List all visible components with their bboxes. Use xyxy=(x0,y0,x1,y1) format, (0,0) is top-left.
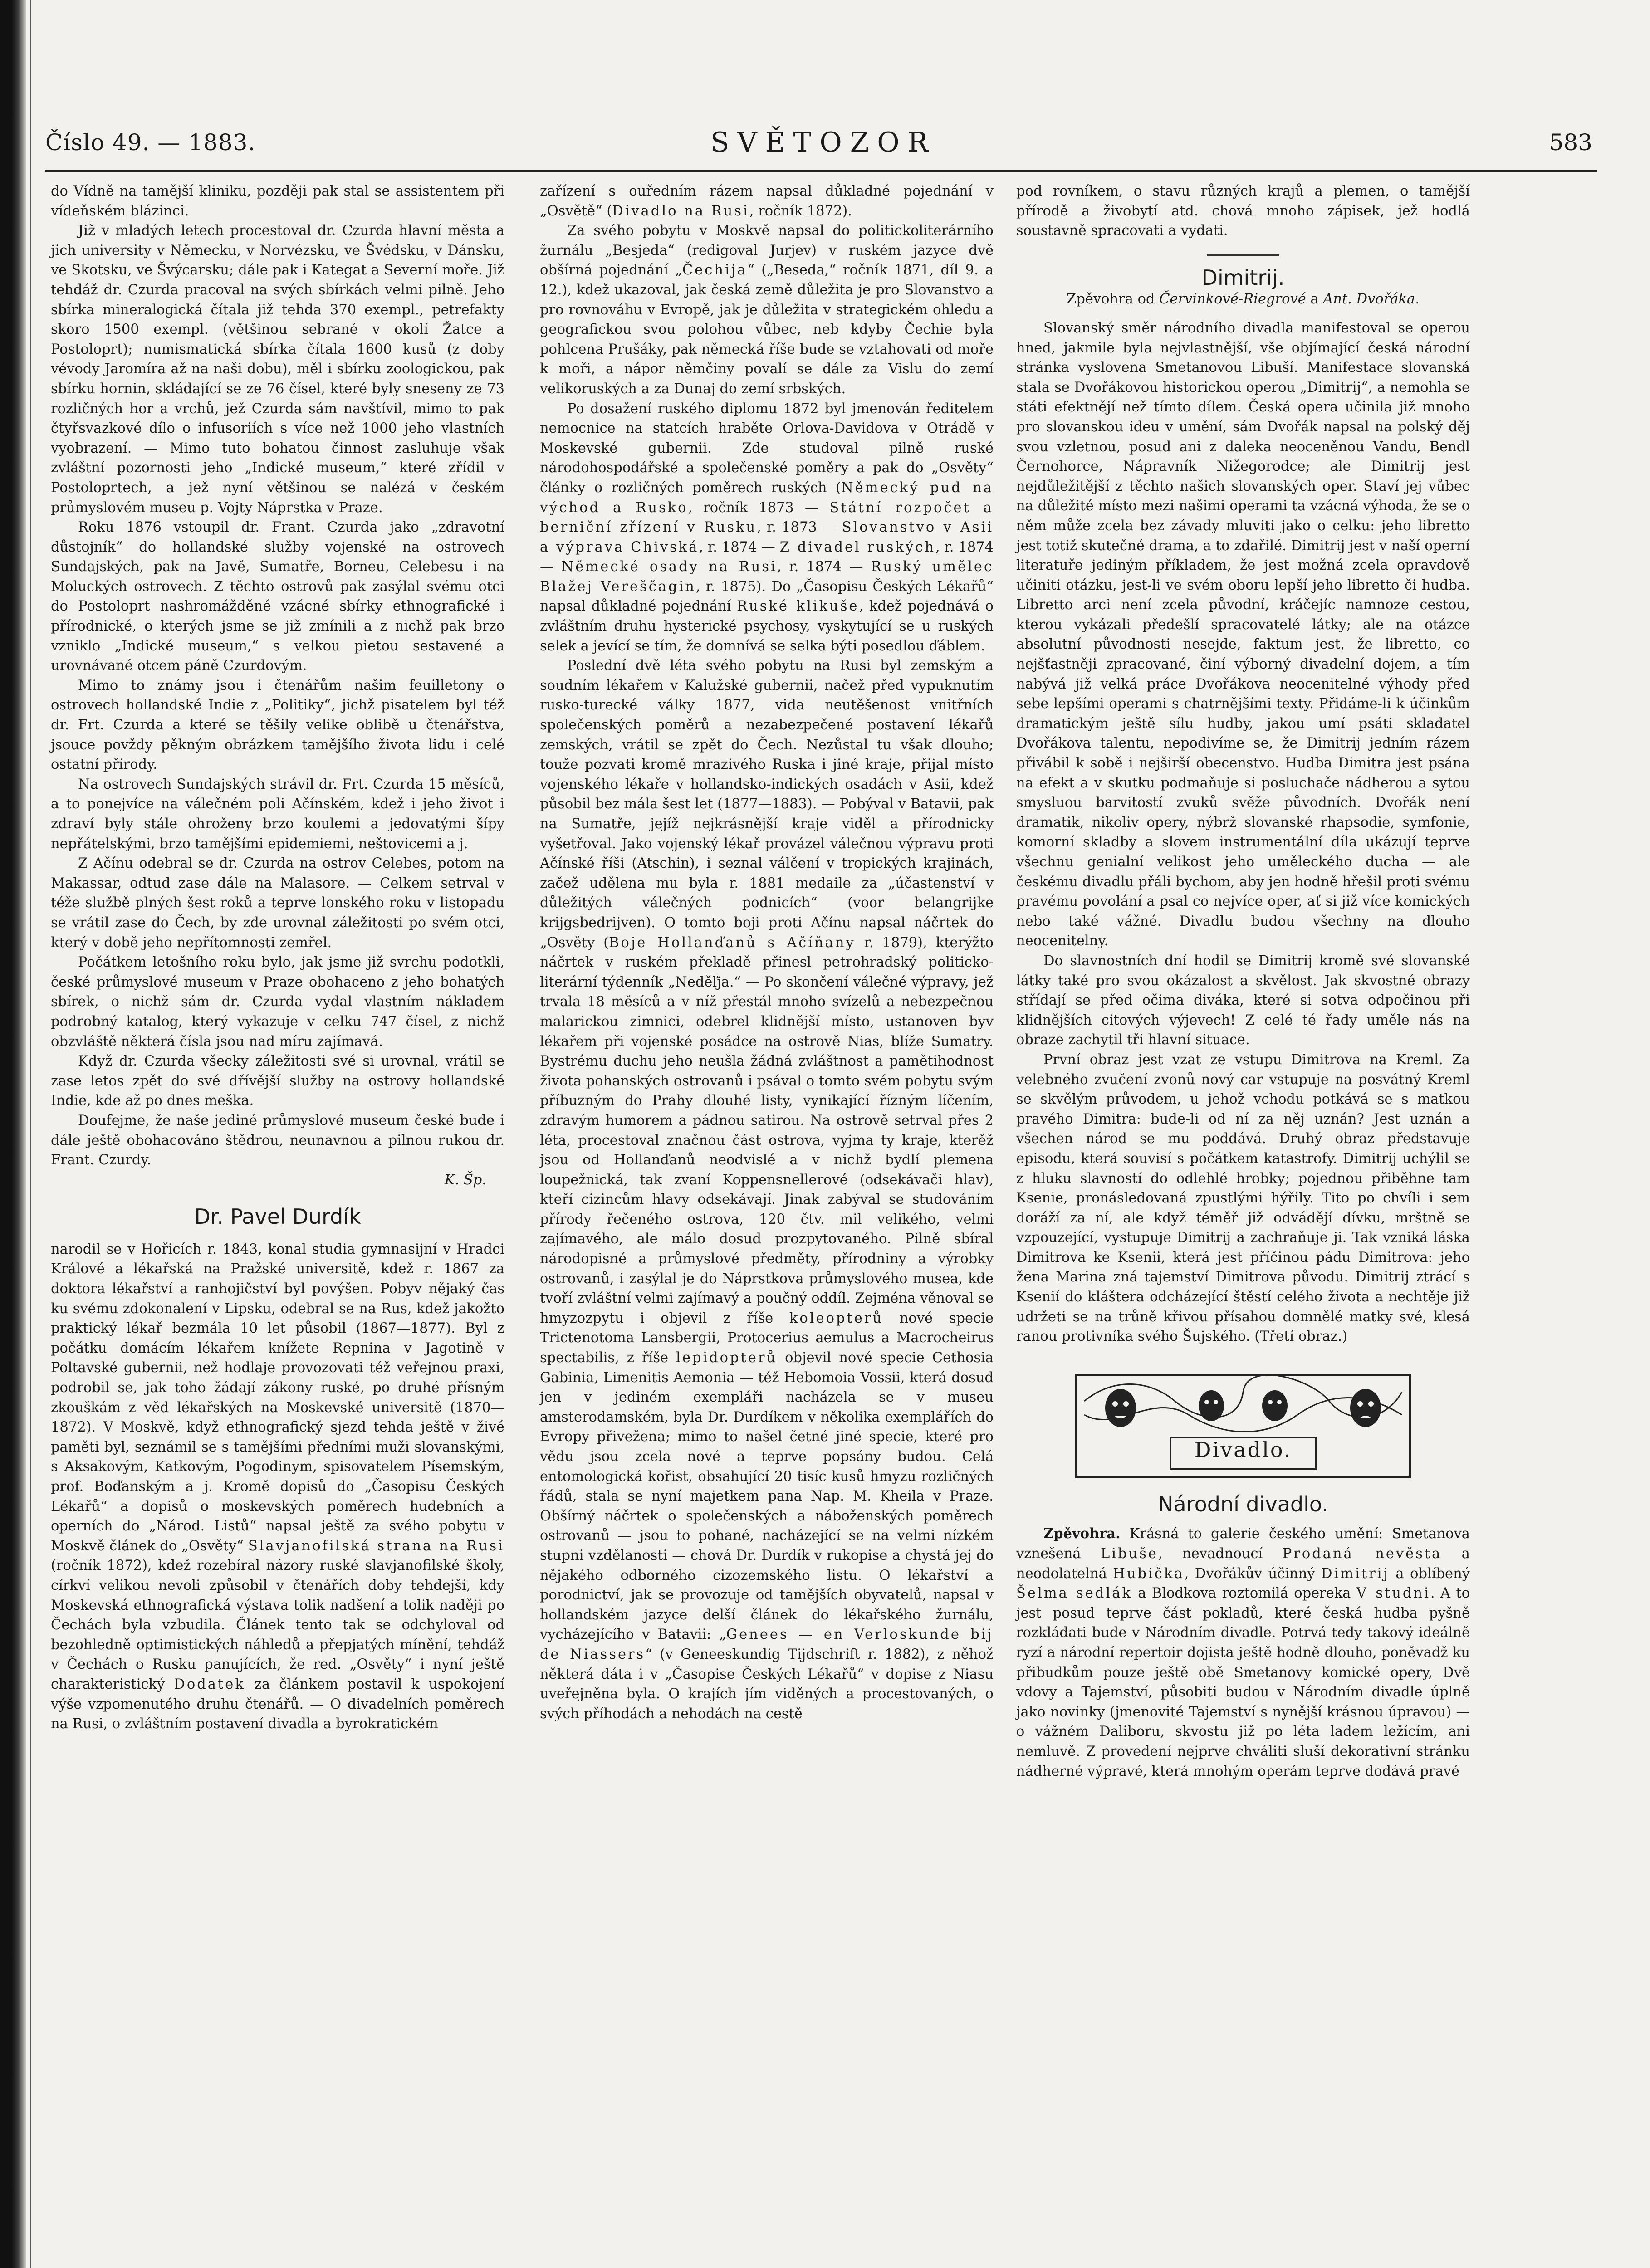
paragraph-text: a neodolatelná xyxy=(1016,1546,1470,1582)
paragraph: Z Ačínu odebral se dr. Czurda na ostrov Celebes, potom na Makassar, odtud zase dále na Malasore. — Celkem setrval v téže službě plných šest roků a teprve lonského roku v listopadu se vrátil zase do Čech, by zde urovnal záležitosti po svém otci, který v době jeho nepřítomnosti zemřel. xyxy=(51,855,504,951)
paragraph-text: , r. 1873 — xyxy=(757,519,837,536)
section-divider xyxy=(1207,254,1279,256)
paragraph xyxy=(540,399,994,656)
paragraph-text: Doufejme, že naše jediné průmyslové museum české bude i dále ještě obohacováno štědrou, neunavnou a pilnou rukou dr. Frant. Czurdy. xyxy=(51,1112,504,1168)
article-title: Německý pud na východ a Rusko xyxy=(540,479,994,516)
section-subtitle xyxy=(1016,289,1470,309)
opera-title: Šelma sedlák xyxy=(1016,1585,1132,1602)
paragraph: Již v mladých letech procestoval dr. Czurda hlavní města a jich university v Německu, v Norvézsku, ve Švédsku, v Dánsku, ve Skotsku, ve Švýcarsku; dále pak i Kategat a Severní moře. Již tehdáž dr. Czurda pracoval na svých sbírkách velmi pilně. Jeho sbírka mineralogická čítala již tehda 370 exempl., petrefakty skoro 1500 exempl. (většinou sebrané v okolí Žatce a Postoloprt); numismatická sbírka čítala 1600 kusů (z doby vévody Jaromíra až na naši dobu), měl i sbírku zoologickou, pak sbírku hornin, skládající se ze 76 čísel, které byly sneseny ze 73 rozličných hor a vrchů, jež Czurda sám navštívil, mimo to pak čtyřsvazkové dílo o infusoriích s více než 1000 jeho vlastních vyobrazení. — Mimo tuto bohatou činnost zasluhuje však zvláštní pozornosti jeho „Indické museum,“ které zřídil v Postoloprtech, a jež nyní většinou se nalézá v českém průmyslovém museu p. Vojty Náprstka v Praze. xyxy=(51,223,504,516)
term: lepidopterů xyxy=(676,1350,778,1366)
section-title-dimitrij: Dimitrij. xyxy=(1201,265,1285,290)
page-header xyxy=(0,129,1650,166)
paragraph xyxy=(51,1111,504,1190)
paragraph xyxy=(51,1240,504,1734)
paragraph-text: narodil se v Hořicích r. 1843, konal studia gymnasijní v Hradci Králové a lékařská na Pražské universitě, kdež r. 1867 za doktora lékařství a ranhojičství byl povýšen. Pobyv nějaký čas ku svému zdokonalení v Lipsku, odebral se na Rus, kdež jakožto praktický lékař bezmála 10 let působil (1867—1877). Byl z počátku domácím lékařem knížete Repnina v Jagotině v Poltavské gubernii, než hodlaje provozovati též veřejnou praxi, podrobil se, jak toho žádají zákony ruské, po druhé přísným zkouškám z věd lékařských na Moskevské universitě (1870—1872). V Moskvě, když ethnografický sjezd tehda ještě v živé paměti byl, seznámil se s tamějšími předními muži slovanskými, s Aksakovým, Katkovým, Pogodinym, spisovatelem Písemským, prof. Boďanským a j. Kromě dopisů do „Časopisu Českých Lékařů“ a dopisů o moskevských poměrech hudebních a operních do „Národ. Listů“ napsal ještě za svého pobytu v Moskvě článek do „Osvěty“ xyxy=(51,1241,504,1554)
signature: K. Šp. xyxy=(444,1172,486,1188)
paragraph-text: Poslední dvě léta svého pobytu na Rusi byl zemským a soudním lékařem v Kalužské gubernii, načež před vypuknutím rusko-turecké války 1877, vida neutěšenost vnitřních společenských poměrů a nezabezpečené postavení lékařů zemských, vrátil se zpět do Čech. Nezůstal tu však dlouho; touže pozvati kromě mrazivého Ruska i jiné kraje, přijal místo vojenského lékaře v hollandsko-indických osadách v Asii, kdež působil bez mála šest let (1877—1883). — Pobýval v Batavii, pak na Sumatře, jejíž nejkrásnější kraje viděl a přírodnicky vyšetřoval. Jako vojenský lékař provázel válečnou výpravu proti Ačínské říši (Atschin), i seznal válčení v tropických krajinách, začež udělena mu byla r. 1881 medaile za „účastenství v důležitých válečných podnicích“ (voor belangrijke krijgsbedrijven). O tomto boji proti Ačínu napsal náčrtek do „Osvěty ( xyxy=(540,658,994,951)
paragraph-text: zařízení s ouředním rázem napsal důkladné pojednání v „Osvětě“ ( xyxy=(540,183,994,219)
paragraph-text: (ročník 1872), kdež rozebíral názory ruské slavjanofilské školy, církví velikou nevoli způsobil v čtenářích doby tehdejší, kdy Moskevská ethnografická výstava tolik nadšení a tolik naději po Čechách byla vzbudila. Článek tento tak se odchyloval od bezohledně optimistických náhledů a přepjatých mínění, tehdáž v Čechách o Rusku panujících, že red. „Osvěty“ i nyní ještě charakteristický xyxy=(51,1558,504,1692)
paragraph: Do slavnostních dní hodil se Dimitrij kromě své slovanské látky také pro svou okázalost a skvělost. Jak skvostné obrazy střídají se před očima diváka, které si sotva odpočinou při klidnějších citových výjevech! Z celé té řady uměle nás na obraze zachytil tři hlavní situace. xyxy=(1016,953,1470,1048)
paragraph-text: , nevadnoucí xyxy=(1158,1546,1263,1562)
divadlo-ornament xyxy=(1075,1374,1411,1478)
paragraph xyxy=(1016,1524,1470,1781)
paragraph-text: , ročník 1872). xyxy=(749,203,852,219)
paragraph-text: a oblíbený xyxy=(1389,1565,1470,1582)
opera-title: Hubička xyxy=(1113,1565,1185,1582)
opera-title: V studni xyxy=(1356,1585,1430,1602)
paragraph: Na ostrovech Sundajských strávil dr. Frt. Czurda 15 měsíců, a to ponejvíce na válečném poli Ačínském, kdež i jeho život i zdraví byly stále ohroženy brzo koulemi a jedovatými šípy nepřátelskými, brzo tamějšími epidemiemi, neštovicemi a j. xyxy=(51,776,504,852)
section-title-narodni-divadlo: Národní divadlo. xyxy=(1158,1491,1328,1516)
column-1 xyxy=(51,181,504,1734)
paragraph: Roku 1876 vstoupil dr. Frant. Czurda jako „zdravotní důstojník“ do hollandské služby vojenské na ostrovech Sundajských, pak na Javě, Sumatře, Borneu, Celebesu i na Moluckých ostrovech. Z těchto ostrovů pak zasýlal svému otci do Postoloprt nashromážděné vzácné sbírky ethnografické i přírodnické, o kterých jsme se již zmínili a z nichž pak brzo vzniklo „Indické museum,“ s velkou pietou sestavené a urovnávané otcem páně Czurdovým. xyxy=(51,519,504,674)
paragraph-text: a Blodkova roztomilá opereka xyxy=(1132,1585,1351,1602)
article-title: Divadlo na Rusi xyxy=(612,203,749,219)
paragraph-text: Za svého pobytu v Moskvě napsal do politickoliterárního žurnálu „Besjeda“ (redigoval Jurjev) v ruském jazyce dvě obšírná pojednání „ xyxy=(540,223,994,279)
article-title: Státní rozpočet a berniční zřízení v Rusku xyxy=(540,499,994,536)
article-title: Německé osady na Rusi xyxy=(561,559,777,575)
paragraph-text: nové specie Trictenotoma Lansbergii, Protocerius aemulus a Macrocheirus spectabilis, z říše xyxy=(540,1310,994,1366)
term: koleopterů xyxy=(789,1310,883,1326)
opera-title: Prodaná nevěsta xyxy=(1282,1546,1442,1562)
paragraph-text: r. 1879), kterýžto náčrtek v ruském překladě přinesl petrohradský politicko-literární týdenník „Neděľja.“ — Po skončení válečné výpravy, jež trvala 18 měsíců a v níž přestál mnoho svízelů a nebezpečnou malarickou zimnici, odebrel klidnější místo, ustanoven byv lékařem při vojenské posádce na ostrově Nias, blíže Sumatry. Bystrému duchu jeho neušla žádná zvláštnost a pamětihodnost života pohanských ostrovanů i psával o tomto svém pobytu svým příbuzným do Prahy dlouhé listy, vynikající řízným líčením, zdravým humorem a pádnou satirou. Na ostrově setrval přes 2 léta, procestoval značnou část ostrova, vyjma ty kraje, kterěž jsou od Hollanďanů neodvislé a v nichž bydlí plemena loupežnická, tak zvaní Koppensnellerové (odsekávači hlav), kteří cizincům hlavy odsekávají. Jinak zabýval se studováním přírody řečeného ostrova, 120 čtv. mil velikého, velmi zajímavého, ale málo dosud prozpytovaného. Pilně sbíral národopisné a průmyslové předměty, přírodniny a výrobky ostrovanů, i zasýlal je do Náprstkova průmyslového musea, kde tvoří zvláštní velmi zajímavý a poučný oddíl. Zejména věnoval se hmyzozpytu i objevil z říše xyxy=(540,934,994,1326)
paragraph: Mimo to známy jsou i čtenářům našim feuilletony o ostrovech hollandské Indie z „Politiky“, jichž pisatelem byl též dr. Frt. Czurda a které se těšily velike oblibě u čtenářstva, jsouce povždy pěkným obrázkem tamějšího života lidu i celé ostatní přírody. xyxy=(51,677,504,773)
subtitle-text: Zpěvohra od xyxy=(1067,291,1155,308)
paragraph xyxy=(540,221,994,399)
paragraph-text: Po dosažení ruského diplomu 1872 byl jmenován ředitelem nemocnice na statcích hraběte Orlova-Davidova v Otrádě v Moskevské gubernii. Zde studoval pilně ruské národohospodářské a společenské poměry a pak do „Osvěty“ články o rozličných poměrech ruských ( xyxy=(540,401,994,496)
article-title: Boje Hollanďanů s Ačíňany xyxy=(609,934,856,951)
paragraph: do Vídně na tamější kliniku, později pak stal se assistentem při vídeňském blázinci. xyxy=(51,183,504,219)
paragraph-text: , Dvořákův účinný xyxy=(1184,1565,1315,1582)
article-title: Slavjanofilská strana na Rusi xyxy=(248,1538,504,1554)
article-title: Genees — en Verloskunde bij de Niassers xyxy=(540,1627,994,1662)
theatre-masks-icon xyxy=(1075,1374,1411,1478)
paragraph: pod rovníkem, o stavu různých krajů a plemen, o tamější přírodě a živobytí atd. chová mnoho zápisek, jež hodlá soustavně spracovati a vydati. xyxy=(1016,183,1470,239)
subtitle-text: a xyxy=(1310,291,1319,308)
column-3 xyxy=(1016,181,1470,1781)
paragraph-text: , ročník 1873 — xyxy=(688,499,819,516)
paragraph-text: objevil nové specie Cethosia Gabinia, Limenitis Aemonia — též Hebomoia Vossii, která dosud jen v jediném exempláři nacházela se v museu amsterodamském, byla Dr. Durdíkem v několika exemplářích do Evropy přivežena; mimo to našel četné jiné specie, které pro vědu jsou zcela nové a teprve popsány budou. Celá entomologická kořist, obsahující 20 tisíc kusů hmyzu rozličných řádů, stala se nyní majetkem pana Nap. M. Kheila v Praze. Obšírný náčrtek o společenských a náboženských poměrech ostrovanů — jsou to pohané, nacházející se na velmi nízkém stupni vzdělanosti — chová Dr. Durdík v rukopise a chystá jej do nějakého odborného cizozemského listu. O lékařství a porodnictví, jak se provozuje od tamějších obyvatelů, napsal v hollandském jazyce delší článek do lékařského žurnálu, vycházejícího v Batavii: „ xyxy=(540,1350,994,1643)
paragraph-text: Krásná to galerie českého umění: Smetanova vznešená xyxy=(1016,1526,1470,1562)
paragraph-text: . A to jest posud teprve část pokladů, které česká hudba pyšně rozkládati bude v Národním divadle. Potrvá tedy takový ideálně ryzí a národní repertoir dojista ještě hodně dlouho, poněvadž ku přibudkům pouze ještě obě Smetanovy komické opery, Dvě vdovy a Tajemství, působiti budou v Národním divadle úplně jako novinky (jmenovité Tajemství s nynější krásnou úpravou) — o vážném Daliboru, skvostu již po léta ladem ležícím, ani nemluvě. Z provedení nejprve chváliti sluší dekorativní stránku nádherné výpravé, která mnohým operám teprve dodává pravé xyxy=(1016,1585,1470,1779)
paragraph-lead: Zpěvohra. xyxy=(1043,1525,1121,1542)
article-title: Z divadel ruských xyxy=(779,539,935,555)
paragraph-text: , r. 1874 — xyxy=(699,539,775,555)
journal-title: SVĚTOZOR xyxy=(710,127,936,158)
paragraph: První obraz jest vzat ze vstupu Dimitrova na Kreml. Za velebného zvučení zvonů nový car vstupuje na posvátný Kreml se skvělým průvodem, u jehož vchodu potkává se s matkou pravého Dimitra: bude-li od ní za něj uznán? Jest uznán a všechen národ se mu poddává. Druhý obraz představuje episodu, která souvisí s počátkem katastrofy. Dimitrij uchýlil se z hluku slavností do odlehlé hrobky; pojednou přiběhne tam Ksenie, pronásledovaná zpustlými hýřily. Tito po chvíli i sem doráží za ní, ale když téměř již odvádějí dívku, mrštně se vzpouzející, vystupuje Dimitrij a zachraňuje ji. Tak vzniká láska Dimitrova ke Ksenii, která jest příčinou pádu Dimitrova: jeho žena Marina zná tajemství Dimitrova původu. Dimitrij ztrácí s Ksenií do kláštera odcházející štěstí celého života a nechtěje již udržeti se na trůně křivou přísahou domnělé matky své, klesá ranou protivníka svého Šujského. (Třetí obraz.) xyxy=(1016,1051,1470,1345)
paragraph: Slovanský směr národního divadla manifestoval se operou hned, jakmile byla nejvlastnější, vše objímající česká národní stránka vyslovena Smetanovou Libuší. Manifestace slovanská stala se Dvořákovou historickou operou „Dimitrij“, a nemohla se státi efektnějí než tímto dílem. Česká opera učinila již mnoho pro slovanskou ideu v umění, sám Dvořák napsal na polský děj svou vzletnou, posud ani z daleka neoceněnou Vandu, Bendl Černohorce, Nápravník Nižegorodce; ale Dimitrij jest nejdůležitější z těchto našich slovanských oper. Staví jej vůbec na důležité místo mezi našimi operami ta vzácná výhoda, že se o něm může zcela bez závady mluviti jako o celku: jeho libretto jest totiž skutečné drama, a to zdařilé. Dimitrij jest v naší operní literatuře jediným příkladem, že jest možná zcela opravdově učiniti otázku, jest-li ve svém oboru lepší jeho libretto či hudba. Libretto arci není zcela původní, kráčejíc namnoze cestou, kterou vykázali předešlí spracovatelé látky; ale na otázce absolutní původnosti nesejde, faktum jest, že libretto, co nejšťastněji zpracované, činí výborný divadelní dojem, a tím nabývá již velká práce Dvořákova neocenitelné výhody před sebe lepšími operami s chatrnějšími texty. Přidáme-li k účinkům dramatickým ještě sílu hudby, jakou umí psáti skladatel Dvořákova talentu, nepodivíme se, že Dimitrij jedním rázem přivábil k sobě i nejširší obecenstvo. Hudba Dimitra jest psána na efekt a v skutku podmaňuje si posluchače nádherou a sytou smysluou barvitostí zvuků svěže původních. Dvořák není dramatik, nikoliv opery, nýbrž slovanské rhapsodie, symfonie, komorní skladby a slovem instrumentální díla ukázují teprve všechnu genialní velikost jeho uměleckého ducha — ale českému divadlu přáli bychom, aby jen hodně hřešil proti svému pravému povolání a psal co nejvíce oper, ať si již více komických nebo také vážné. Divadlu budou všechny na dlouho neocenitelny. xyxy=(1016,320,1470,949)
opera-title: Libuše xyxy=(1101,1546,1158,1562)
header-rule xyxy=(45,170,1597,172)
author-name: Červinkové-Riegrové xyxy=(1159,291,1306,308)
paragraph-text: za článkem postavil k uspokojení výše vzpomenutého druhu čtenářů. — O divadelních poměrech na Rusi, o zvláštním postavení divadla a byrokratickém xyxy=(51,1676,504,1732)
binding-rule xyxy=(30,0,31,2268)
article-title: Čechija xyxy=(682,262,748,279)
opera-title: Dimitrij xyxy=(1321,1565,1390,1582)
article-title: Slovanstvo v Asii a výprava Chivská xyxy=(540,519,994,555)
issue-number: Číslo 49. — 1883. xyxy=(45,129,256,156)
author-name: Ant. Dvořáka. xyxy=(1323,291,1420,308)
paragraph xyxy=(540,656,994,1724)
ornament-label: Divadlo. xyxy=(1194,1437,1292,1462)
page-number: 583 xyxy=(1549,129,1592,156)
article-title: Ruské klikuše xyxy=(737,598,859,615)
paragraph-text: , kdež pojednává o zvláštním druhu hysterické psychosy, vyskytující se u ruských selek a jevící se tím, že domnívá se selka býti posedlou ďáblem. xyxy=(540,598,994,654)
article-title: Ruský umělec Blažej Vereščagin xyxy=(540,559,994,595)
column-2 xyxy=(540,181,994,1724)
paragraph-text: , r. 1874 — xyxy=(540,539,994,575)
paragraph-text: , r. 1874 — xyxy=(777,559,863,575)
paragraph-text: “ (v Geneeskundig Tijdschrift r. 1882), z něhož některá dáta i v „Časopise Českých Lékařů“ v dopise z Niasu uveřejněna byla. O krajích jím viděných a procestovaných, o svých příhodách a nehodách na cestě xyxy=(540,1646,994,1722)
paragraph-text: , r. 1875). Do „Časopisu Českých Lékařů“ napsal důkladné pojednání xyxy=(540,578,994,615)
article-title: Dodatek xyxy=(174,1676,245,1692)
paragraph: Když dr. Czurda všecky záležitosti své si urovnal, vrátil se zase letos zpět do své dřívější služby na ostrovy hollandské Indie, kde až po dnes meška. xyxy=(51,1053,504,1109)
section-title-durdik: Dr. Pavel Durdík xyxy=(194,1204,361,1229)
book-binding-edge xyxy=(0,0,26,2268)
paragraph xyxy=(540,181,994,221)
paragraph-text: “ („Beseda,“ ročník 1871, díl 9. a 12.), kdež ukazoval, jak česká země důležita je pro Slovanstvo a pro rovnováhu v Evropě, jak je důležita v strategickém ohledu a geografickou svou polohou vůbec, neb kdyby Čechie byla pohlcena Prušáky, pak německá říše bude se vztahovati od moře k moři, a nápor němčiny povalí se dále za Vislu do zemí velikoruských a za Dunaj do zemí srbských. xyxy=(540,262,994,397)
paragraph: Počátkem letošního roku bylo, jak jsme již svrchu podotkli, české průmyslové museum v Praze obohaceno z jeho bohatých sbírek, o nichž sám dr. Czurda vydal vlastním nákladem podrobný katalog, který vykazuje v celku 747 čísel, z nichž obzvláště některá čísla jsou nad míru zajímavá. xyxy=(51,954,504,1050)
